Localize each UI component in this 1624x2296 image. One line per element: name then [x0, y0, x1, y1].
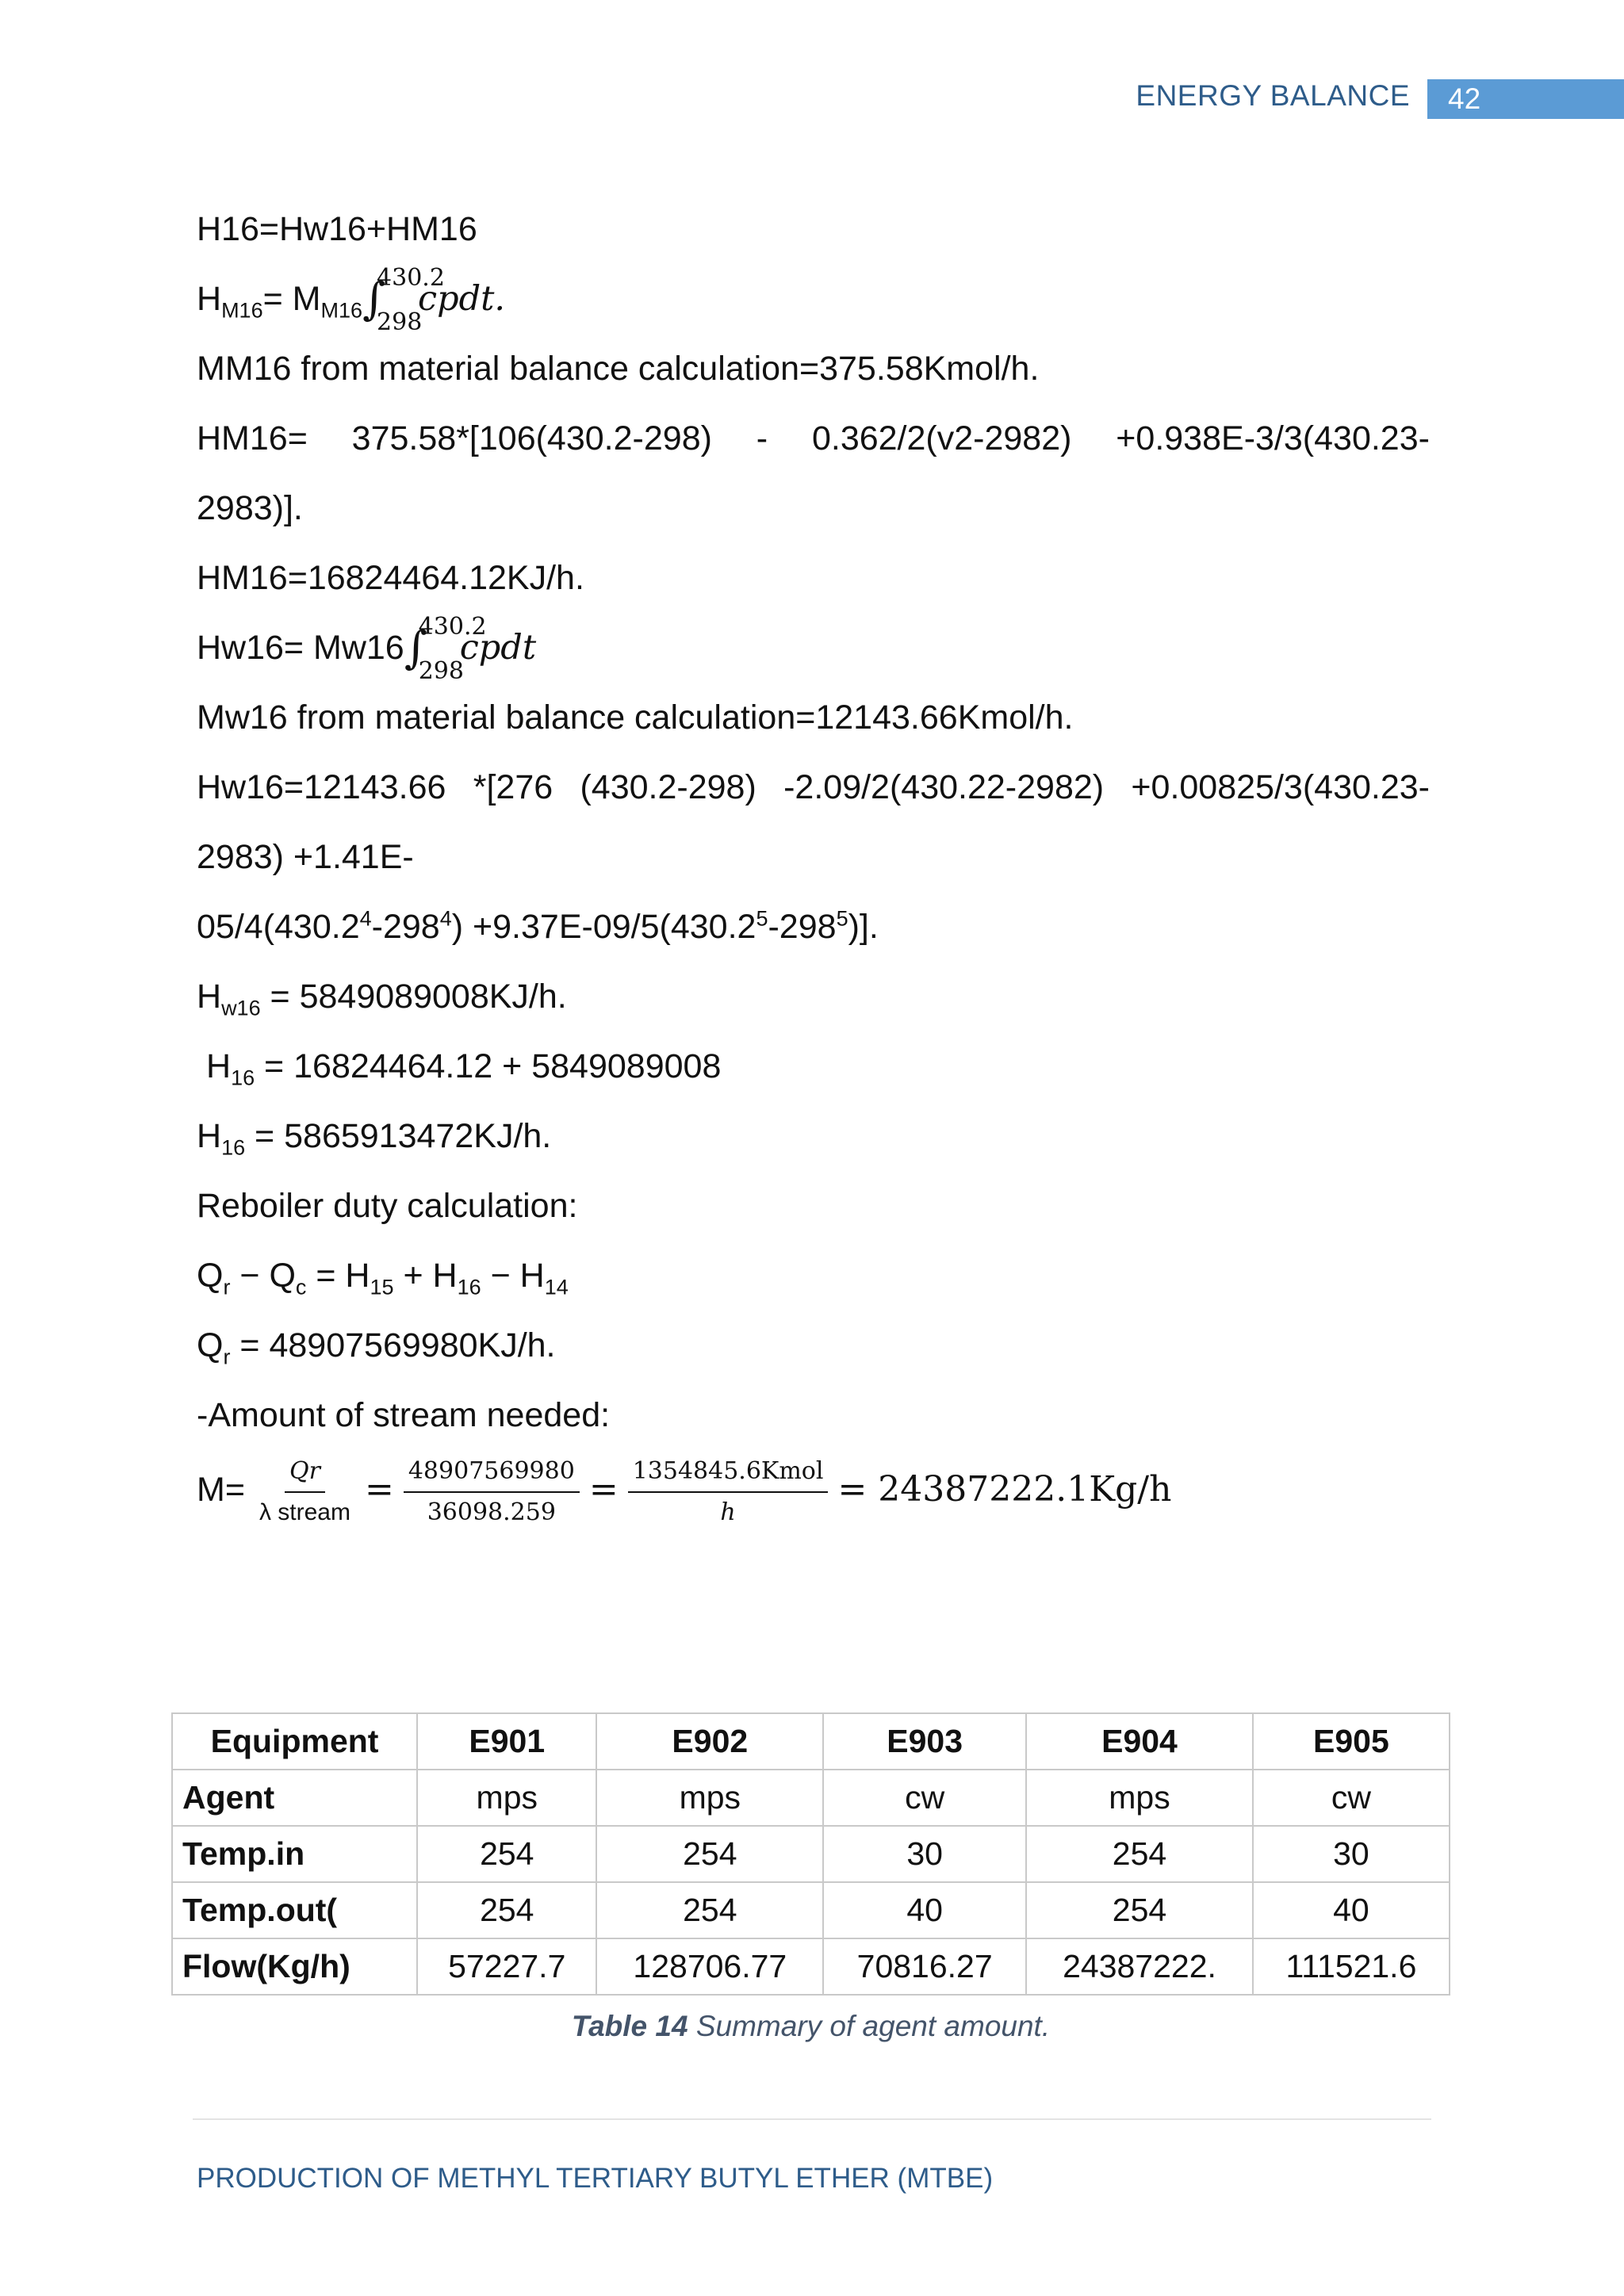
expr-text: = 16824464.12 + 5849089008: [255, 1047, 722, 1085]
table-header-cell: E903: [823, 1713, 1026, 1770]
hw16-expression-cont2: [197, 892, 1430, 962]
eq-h16: H16=Hw16+HM16: [197, 210, 477, 248]
subscript: r: [223, 1345, 231, 1369]
hw16-expression: [197, 752, 1430, 822]
mass-flow-equation: [197, 1450, 1430, 1529]
eq-hm16-integral: [197, 264, 1430, 334]
exponent: 4: [359, 906, 372, 931]
caption-label: Table 14: [571, 2010, 688, 2042]
reboiler-heading: Reboiler duty calculation:: [197, 1187, 578, 1225]
table-header-cell: E901: [417, 1713, 596, 1770]
table-cell: 40: [823, 1882, 1026, 1938]
table-cell: mps: [596, 1770, 823, 1826]
expr-part: +0.00825/3(430.23-: [1131, 768, 1430, 806]
expr-text: )].: [848, 908, 879, 946]
subscript: 14: [544, 1275, 569, 1299]
table-cell: 254: [596, 1882, 823, 1938]
agent-summary-table: [171, 1712, 1450, 1996]
amount-heading: -Amount of stream needed:: [197, 1396, 611, 1434]
expr-part: +0.938E-3/3(430.23-: [1116, 419, 1430, 457]
table-cell: 254: [417, 1882, 596, 1938]
equals-sign: =: [364, 1469, 394, 1510]
subscript: 16: [457, 1275, 481, 1299]
expr-part: (430.2-298): [580, 768, 756, 806]
eq-lhs: M=: [197, 1471, 245, 1509]
table-row-label: Temp.out(: [172, 1882, 417, 1938]
expr-text: ) +9.37E-09/5(430.2: [451, 908, 756, 946]
expr-text: = 5849089008KJ/h.: [260, 978, 567, 1016]
table-cell: 254: [596, 1826, 823, 1882]
table-cell: cw: [823, 1770, 1026, 1826]
expr-text: + H: [393, 1257, 458, 1295]
symbol: Q: [197, 1257, 224, 1295]
integral-sign-icon: ∫ 430.2 298: [362, 263, 445, 336]
h16-result: [197, 1101, 1430, 1171]
subscript: 16: [221, 1135, 246, 1160]
mw16-text: Mw16 from material balance calculation=12143.66Kmol/h.: [197, 698, 1074, 737]
table-cell: 30: [1253, 1826, 1450, 1882]
table-row-label: Agent: [172, 1770, 417, 1826]
footer-title: PRODUCTION OF METHYL TERTIARY BUTYL ETHER (MTBE): [197, 2163, 994, 2194]
symbol: H: [206, 1047, 232, 1085]
integral-lower: 298: [377, 308, 423, 336]
table-header-cell: Equipment: [172, 1713, 417, 1770]
table-cell: 254: [417, 1826, 596, 1882]
table-cell: 254: [1026, 1826, 1253, 1882]
expr-text: − H: [481, 1257, 545, 1295]
expr-part: -: [756, 419, 768, 457]
hm16-result: HM16=16824464.12KJ/h.: [197, 559, 584, 597]
eq-hw16-lhs: Hw16= Mw16: [197, 629, 404, 667]
h16-sum: [197, 1031, 1430, 1101]
table-cell: cw: [1253, 1770, 1450, 1826]
integrand: cpdt.: [418, 279, 506, 319]
table-row: [172, 1882, 1450, 1938]
table-cell: mps: [1026, 1770, 1253, 1826]
reboiler-equation: [197, 1241, 1430, 1311]
numerator: 1354845.6Kmol: [628, 1452, 829, 1493]
symbol: H: [197, 978, 222, 1016]
hm16-expression-cont: 2983)].: [197, 489, 303, 527]
table-row-label: Flow(Kg/h): [172, 1938, 417, 1995]
equals-sign: =: [588, 1469, 619, 1510]
table-cell: 40: [1253, 1882, 1450, 1938]
expr-text: 05/4(430.2: [197, 908, 360, 946]
integral-upper: 430.2: [377, 263, 445, 292]
table-cell: 70816.27: [823, 1938, 1026, 1995]
table-row: [172, 1770, 1450, 1826]
expr-part: -2.09/2(430.22-2982): [783, 768, 1105, 806]
numerator: 48907569980: [404, 1452, 580, 1493]
table-header-cell: E904: [1026, 1713, 1253, 1770]
denominator: λ stream: [259, 1498, 350, 1525]
expr-part: Hw16=12143.66: [197, 768, 446, 806]
denominator: h: [720, 1498, 736, 1526]
table-cell: 111521.6: [1253, 1938, 1450, 1995]
subscript: r: [223, 1275, 231, 1299]
caption-text: Summary of agent amount.: [688, 2010, 1051, 2042]
table-header-cell: E902: [596, 1713, 823, 1770]
page-number: 42: [1427, 79, 1624, 119]
integrand: cpdt: [459, 628, 537, 668]
subscript: c: [295, 1275, 307, 1299]
hw16-expression-cont: 2983) +1.41E-: [197, 838, 414, 876]
expr-part: *[276: [473, 768, 553, 806]
table-cell: 254: [1026, 1882, 1253, 1938]
hw16-result: [197, 962, 1430, 1031]
eq-hw16-integral: [197, 613, 1430, 683]
fraction-values: [404, 1452, 580, 1533]
expr-text: − Q: [230, 1257, 296, 1295]
mm16-text: MM16 from material balance calculation=375.58Kmol/h.: [197, 350, 1040, 388]
fraction-qr-lambda: [255, 1452, 355, 1533]
footer-divider: [193, 2118, 1431, 2120]
subscript: 15: [370, 1275, 394, 1299]
expr-text: -298: [768, 908, 837, 946]
integral-upper: 430.2: [418, 612, 487, 641]
eq-h: H: [197, 280, 222, 318]
qr-result: [197, 1311, 1430, 1380]
table-cell: 30: [823, 1826, 1026, 1882]
symbol: H: [197, 1117, 222, 1155]
eq-h-sub: M16: [221, 298, 263, 323]
symbol: Q: [197, 1326, 224, 1364]
expr-text: = 5865913472KJ/h.: [245, 1117, 552, 1155]
eq-m: = M: [262, 280, 321, 318]
table-cell: 128706.77: [596, 1938, 823, 1995]
table-row-label: Temp.in: [172, 1826, 417, 1882]
table-cell: mps: [417, 1770, 596, 1826]
table-header-row: [172, 1713, 1450, 1770]
page-body: [197, 194, 1430, 1529]
running-header-title: ENERGY BALANCE: [1136, 79, 1410, 112]
numerator: Qr: [285, 1452, 325, 1493]
table-caption: [171, 2010, 1450, 2043]
expr-text: = H: [306, 1257, 370, 1295]
eq-m-sub: M16: [320, 298, 363, 323]
table-header-cell: E905: [1253, 1713, 1450, 1770]
exponent: 5: [836, 906, 848, 931]
expr-part: 0.362/2(v2-2982): [811, 419, 1072, 457]
hm16-expression: [197, 404, 1430, 473]
denominator: 36098.259: [427, 1498, 556, 1526]
integral-lower: 298: [418, 656, 464, 685]
table-cell: 57227.7: [417, 1938, 596, 1995]
subscript: w16: [221, 996, 261, 1020]
table-row: [172, 1938, 1450, 1995]
subscript: 16: [231, 1066, 255, 1090]
exponent: 5: [756, 906, 768, 931]
expr-part: 375.58*[106(430.2-298): [351, 419, 712, 457]
fraction-kmol: [628, 1452, 829, 1533]
table-row: [172, 1826, 1450, 1882]
exponent: 4: [439, 906, 452, 931]
table-cell: 24387222.: [1026, 1938, 1253, 1995]
integral-sign-icon: ∫ 430.2 298: [404, 612, 487, 685]
expr-part: HM16=: [197, 419, 308, 457]
expr-text: -298: [371, 908, 440, 946]
expr-text: = 48907569980KJ/h.: [230, 1326, 556, 1364]
eq-result: = 24387222.1Kg/h: [837, 1469, 1172, 1510]
